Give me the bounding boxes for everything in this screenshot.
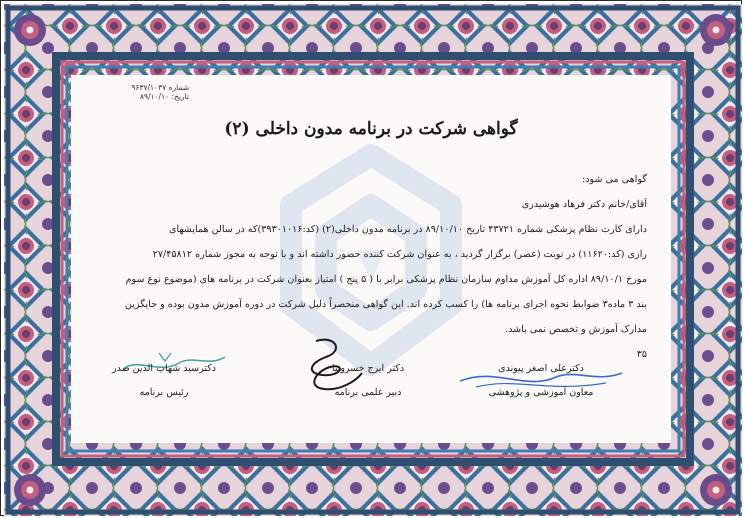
signature-block-center xyxy=(283,363,453,398)
body-line-7: مدارک آموزش و تخصص نمی باشد. xyxy=(505,324,647,335)
signatory-name: دکتر ایرج خسرونیا xyxy=(331,363,405,374)
signatory-name: دکترسید شهاب الدین صدر xyxy=(112,363,216,374)
certificate-body xyxy=(97,167,647,367)
signatory-role: دبیر علمی برنامه xyxy=(334,387,402,398)
body-line-recipient: آقای/خانم دکتر فرهاد هوشیدری xyxy=(521,199,647,210)
signatory-role: معاون آموزشی و پژوهشی xyxy=(488,387,594,398)
body-line-intro: گواهی می شود: xyxy=(582,174,647,185)
body-line-3: دارای کارت نظام پزشکی شماره ۴۳۷۲۱ تاریخ ۸۹/۱۰/۱۰ در برنامه مدون داخلی(۲) (کد:۳۹۳۰۱۰۱۶)که در سالن همایشهای xyxy=(168,224,647,235)
certificate-title: گواهی شرکت در برنامه مدون داخلی (۲) xyxy=(224,119,518,139)
certificate-paper xyxy=(71,75,671,443)
signatory-role: رئیس برنامه xyxy=(139,387,189,398)
document-number xyxy=(79,83,189,101)
signature-block-left xyxy=(79,363,249,398)
body-line-6: بند ۳ ماده۳ ضوابط نحوه اجرای برنامه ها) را کسب کرده اند. این گواهی منحصراً دلیل شرکت در دوره آموزش مدون بوده و جایگزین xyxy=(124,299,647,310)
body-line-4: رازی (کد:۱۱۶۲۰) در نوبت (عصر) برگزار گردید ، به عنوان شرکت کننده حضور داشته اند و با توجه به مجوز شماره ۲۷/۴۵۸۱۲ xyxy=(152,249,647,260)
body-line-5: مورخ ۸۹/۱۰/۱ اداره کل آموزش مداوم سازمان نظام پزشکی برابر با ( ۵ پنج ) امتیاز بعنوان شرکت در برنامه های (موضوع نوع سوم xyxy=(125,274,647,285)
signatory-name: دکترعلی اصغر پیوندی xyxy=(498,363,584,374)
body-line-number: ۳۵ xyxy=(636,349,647,360)
signature-block-right xyxy=(456,363,626,398)
document-date-line: تاریخ: ۸۹/۱۰/۱۰ xyxy=(139,92,189,101)
document-number-line: شماره ۹۶۳۷/۱۰۳۷ xyxy=(131,83,189,92)
